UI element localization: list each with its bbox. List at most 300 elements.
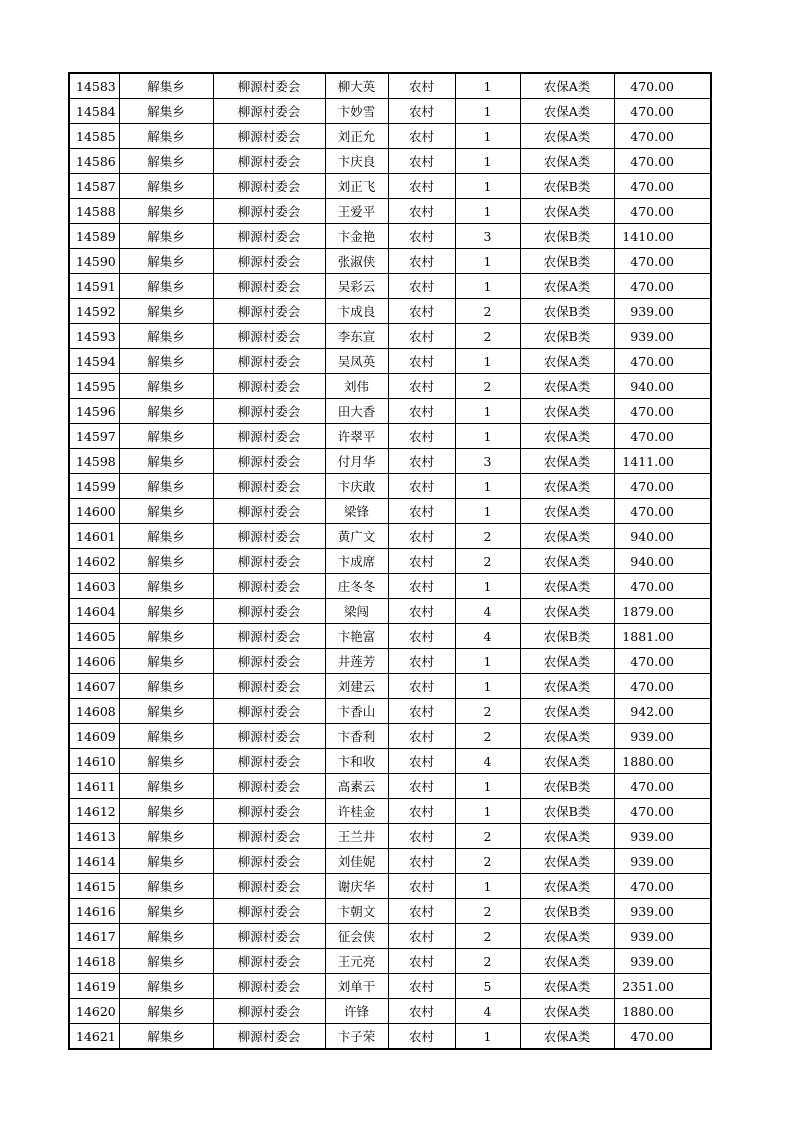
record-id-cell: 14613 (69, 824, 119, 849)
amount-cell: 1410.00 (614, 224, 711, 249)
household-count-cell: 1 (455, 73, 520, 99)
area-type-cell: 农村 (388, 874, 455, 899)
name-cell: 许翠平 (325, 424, 388, 449)
name-cell: 高素云 (325, 774, 388, 799)
name-cell: 吴彩云 (325, 274, 388, 299)
amount-cell: 1880.00 (614, 749, 711, 774)
amount-cell: 470.00 (614, 799, 711, 824)
area-type-cell: 农村 (388, 349, 455, 374)
insurance-category-cell: 农保A类 (520, 874, 614, 899)
township-cell: 解集乡 (119, 924, 213, 949)
table-row (69, 699, 711, 724)
name-cell: 李东宣 (325, 324, 388, 349)
amount-cell: 470.00 (614, 199, 711, 224)
record-id-cell: 14616 (69, 899, 119, 924)
insurance-category-cell: 农保A类 (520, 374, 614, 399)
name-cell: 卞香山 (325, 699, 388, 724)
household-count-cell: 1 (455, 124, 520, 149)
area-type-cell: 农村 (388, 524, 455, 549)
name-cell: 刘建云 (325, 674, 388, 699)
amount-cell: 470.00 (614, 499, 711, 524)
village-committee-cell: 柳源村委会 (213, 574, 325, 599)
name-cell: 征会侠 (325, 924, 388, 949)
township-cell: 解集乡 (119, 474, 213, 499)
household-count-cell: 1 (455, 399, 520, 424)
area-type-cell: 农村 (388, 174, 455, 199)
township-cell: 解集乡 (119, 624, 213, 649)
amount-cell: 940.00 (614, 374, 711, 399)
household-count-cell: 5 (455, 974, 520, 999)
name-cell: 许桂金 (325, 799, 388, 824)
table-row (69, 999, 711, 1024)
household-count-cell: 1 (455, 774, 520, 799)
amount-cell: 939.00 (614, 824, 711, 849)
area-type-cell: 农村 (388, 124, 455, 149)
amount-cell: 470.00 (614, 274, 711, 299)
village-committee-cell: 柳源村委会 (213, 599, 325, 624)
township-cell: 解集乡 (119, 224, 213, 249)
area-type-cell: 农村 (388, 424, 455, 449)
name-cell: 王爱平 (325, 199, 388, 224)
amount-cell: 470.00 (614, 124, 711, 149)
household-count-cell: 2 (455, 849, 520, 874)
name-cell: 卞子荣 (325, 1024, 388, 1050)
village-committee-cell: 柳源村委会 (213, 174, 325, 199)
table-row (69, 674, 711, 699)
household-count-cell: 1 (455, 1024, 520, 1050)
area-type-cell: 农村 (388, 799, 455, 824)
name-cell: 卞朝文 (325, 899, 388, 924)
insurance-category-cell: 农保B类 (520, 224, 614, 249)
table-row (69, 99, 711, 124)
name-cell: 卞艳富 (325, 624, 388, 649)
village-committee-cell: 柳源村委会 (213, 299, 325, 324)
amount-cell: 470.00 (614, 349, 711, 374)
amount-cell: 942.00 (614, 699, 711, 724)
amount-cell: 470.00 (614, 174, 711, 199)
area-type-cell: 农村 (388, 199, 455, 224)
name-cell: 刘伟 (325, 374, 388, 399)
record-id-cell: 14587 (69, 174, 119, 199)
household-count-cell: 2 (455, 724, 520, 749)
name-cell: 吴凤英 (325, 349, 388, 374)
table-row (69, 724, 711, 749)
township-cell: 解集乡 (119, 499, 213, 524)
amount-cell: 939.00 (614, 949, 711, 974)
village-committee-cell: 柳源村委会 (213, 999, 325, 1024)
area-type-cell: 农村 (388, 549, 455, 574)
record-id-cell: 14604 (69, 599, 119, 624)
area-type-cell: 农村 (388, 674, 455, 699)
township-cell: 解集乡 (119, 324, 213, 349)
area-type-cell: 农村 (388, 324, 455, 349)
amount-cell: 939.00 (614, 299, 711, 324)
name-cell: 卞成良 (325, 299, 388, 324)
insurance-category-cell: 农保B类 (520, 799, 614, 824)
record-id-cell: 14611 (69, 774, 119, 799)
area-type-cell: 农村 (388, 449, 455, 474)
village-committee-cell: 柳源村委会 (213, 124, 325, 149)
name-cell: 王元亮 (325, 949, 388, 974)
township-cell: 解集乡 (119, 699, 213, 724)
record-id-cell: 14618 (69, 949, 119, 974)
name-cell: 卞成席 (325, 549, 388, 574)
record-id-cell: 14586 (69, 149, 119, 174)
household-count-cell: 4 (455, 599, 520, 624)
table-row (69, 324, 711, 349)
amount-cell: 470.00 (614, 399, 711, 424)
household-count-cell: 1 (455, 674, 520, 699)
insurance-category-cell: 农保A类 (520, 99, 614, 124)
area-type-cell: 农村 (388, 974, 455, 999)
township-cell: 解集乡 (119, 549, 213, 574)
table-row (69, 174, 711, 199)
record-id-cell: 14600 (69, 499, 119, 524)
insurance-category-cell: 农保A类 (520, 149, 614, 174)
township-cell: 解集乡 (119, 974, 213, 999)
table-row (69, 399, 711, 424)
township-cell: 解集乡 (119, 99, 213, 124)
township-cell: 解集乡 (119, 849, 213, 874)
name-cell: 卞妙雪 (325, 99, 388, 124)
record-id-cell: 14584 (69, 99, 119, 124)
record-id-cell: 14620 (69, 999, 119, 1024)
table-row (69, 349, 711, 374)
household-count-cell: 1 (455, 424, 520, 449)
village-committee-cell: 柳源村委会 (213, 149, 325, 174)
township-cell: 解集乡 (119, 399, 213, 424)
amount-cell: 1880.00 (614, 999, 711, 1024)
household-count-cell: 4 (455, 749, 520, 774)
name-cell: 张淑侠 (325, 249, 388, 274)
village-committee-cell: 柳源村委会 (213, 774, 325, 799)
household-count-cell: 1 (455, 499, 520, 524)
name-cell: 刘单干 (325, 974, 388, 999)
amount-cell: 939.00 (614, 849, 711, 874)
amount-cell: 470.00 (614, 774, 711, 799)
village-committee-cell: 柳源村委会 (213, 549, 325, 574)
village-committee-cell: 柳源村委会 (213, 874, 325, 899)
record-id-cell: 14621 (69, 1024, 119, 1050)
record-id-cell: 14607 (69, 674, 119, 699)
amount-cell: 940.00 (614, 524, 711, 549)
household-count-cell: 2 (455, 324, 520, 349)
township-cell: 解集乡 (119, 124, 213, 149)
table-row (69, 224, 711, 249)
name-cell: 卞庆良 (325, 149, 388, 174)
record-id-cell: 14617 (69, 924, 119, 949)
village-committee-cell: 柳源村委会 (213, 649, 325, 674)
area-type-cell: 农村 (388, 899, 455, 924)
table-row (69, 299, 711, 324)
insurance-category-cell: 农保A类 (520, 699, 614, 724)
area-type-cell: 农村 (388, 749, 455, 774)
insurance-category-cell: 农保B类 (520, 174, 614, 199)
table-row (69, 874, 711, 899)
household-count-cell: 1 (455, 199, 520, 224)
record-id-cell: 14588 (69, 199, 119, 224)
village-committee-cell: 柳源村委会 (213, 249, 325, 274)
table-row (69, 649, 711, 674)
village-committee-cell: 柳源村委会 (213, 374, 325, 399)
amount-cell: 470.00 (614, 874, 711, 899)
insurance-category-cell: 农保B类 (520, 249, 614, 274)
area-type-cell: 农村 (388, 699, 455, 724)
insurance-category-cell: 农保A类 (520, 749, 614, 774)
township-cell: 解集乡 (119, 899, 213, 924)
area-type-cell: 农村 (388, 599, 455, 624)
village-committee-cell: 柳源村委会 (213, 624, 325, 649)
table-body (69, 73, 711, 1049)
record-id-cell: 14605 (69, 624, 119, 649)
table-row (69, 924, 711, 949)
table-row (69, 974, 711, 999)
table-row (69, 424, 711, 449)
household-count-cell: 1 (455, 474, 520, 499)
name-cell: 付月华 (325, 449, 388, 474)
area-type-cell: 农村 (388, 649, 455, 674)
record-id-cell: 14589 (69, 224, 119, 249)
amount-cell: 470.00 (614, 73, 711, 99)
village-committee-cell: 柳源村委会 (213, 949, 325, 974)
township-cell: 解集乡 (119, 149, 213, 174)
name-cell: 王兰井 (325, 824, 388, 849)
household-count-cell: 2 (455, 374, 520, 399)
table-row (69, 124, 711, 149)
township-cell: 解集乡 (119, 949, 213, 974)
amount-cell: 470.00 (614, 149, 711, 174)
table-row (69, 549, 711, 574)
amount-cell: 2351.00 (614, 974, 711, 999)
insurance-category-cell: 农保B类 (520, 899, 614, 924)
village-committee-cell: 柳源村委会 (213, 749, 325, 774)
insurance-category-cell: 农保A类 (520, 549, 614, 574)
village-committee-cell: 柳源村委会 (213, 899, 325, 924)
amount-cell: 1879.00 (614, 599, 711, 624)
record-id-cell: 14615 (69, 874, 119, 899)
township-cell: 解集乡 (119, 574, 213, 599)
record-id-cell: 14591 (69, 274, 119, 299)
insurance-category-cell: 农保B类 (520, 299, 614, 324)
township-cell: 解集乡 (119, 349, 213, 374)
township-cell: 解集乡 (119, 274, 213, 299)
amount-cell: 470.00 (614, 249, 711, 274)
insurance-category-cell: 农保A类 (520, 824, 614, 849)
village-committee-cell: 柳源村委会 (213, 349, 325, 374)
name-cell: 梁闯 (325, 599, 388, 624)
village-committee-cell: 柳源村委会 (213, 399, 325, 424)
record-id-cell: 14594 (69, 349, 119, 374)
township-cell: 解集乡 (119, 799, 213, 824)
table-row (69, 574, 711, 599)
table-row (69, 949, 711, 974)
table-row (69, 899, 711, 924)
table-row (69, 1024, 711, 1050)
household-count-cell: 1 (455, 99, 520, 124)
household-count-cell: 2 (455, 549, 520, 574)
record-id-cell: 14596 (69, 399, 119, 424)
name-cell: 黄广文 (325, 524, 388, 549)
table-row (69, 849, 711, 874)
table-row (69, 199, 711, 224)
insurance-category-cell: 农保A类 (520, 574, 614, 599)
name-cell: 田大香 (325, 399, 388, 424)
insurance-category-cell: 农保A类 (520, 724, 614, 749)
household-count-cell: 1 (455, 349, 520, 374)
village-committee-cell: 柳源村委会 (213, 699, 325, 724)
name-cell: 井莲芳 (325, 649, 388, 674)
record-id-cell: 14590 (69, 249, 119, 274)
insurance-category-cell: 农保A类 (520, 849, 614, 874)
name-cell: 刘正飞 (325, 174, 388, 199)
village-committee-cell: 柳源村委会 (213, 1024, 325, 1050)
township-cell: 解集乡 (119, 199, 213, 224)
area-type-cell: 农村 (388, 374, 455, 399)
record-id-cell: 14593 (69, 324, 119, 349)
township-cell: 解集乡 (119, 524, 213, 549)
household-count-cell: 1 (455, 149, 520, 174)
township-cell: 解集乡 (119, 674, 213, 699)
household-count-cell: 1 (455, 649, 520, 674)
household-count-cell: 2 (455, 949, 520, 974)
area-type-cell: 农村 (388, 249, 455, 274)
area-type-cell: 农村 (388, 73, 455, 99)
name-cell: 卞庆敢 (325, 474, 388, 499)
village-committee-cell: 柳源村委会 (213, 724, 325, 749)
township-cell: 解集乡 (119, 599, 213, 624)
name-cell: 卞香利 (325, 724, 388, 749)
amount-cell: 939.00 (614, 724, 711, 749)
area-type-cell: 农村 (388, 149, 455, 174)
insurance-category-cell: 农保A类 (520, 73, 614, 99)
table-row (69, 824, 711, 849)
village-committee-cell: 柳源村委会 (213, 274, 325, 299)
record-id-cell: 14609 (69, 724, 119, 749)
name-cell: 刘正允 (325, 124, 388, 149)
township-cell: 解集乡 (119, 73, 213, 99)
table-row (69, 73, 711, 99)
table-row (69, 374, 711, 399)
village-committee-cell: 柳源村委会 (213, 449, 325, 474)
household-count-cell: 4 (455, 999, 520, 1024)
amount-cell: 470.00 (614, 649, 711, 674)
table-row (69, 474, 711, 499)
area-type-cell: 农村 (388, 299, 455, 324)
village-committee-cell: 柳源村委会 (213, 524, 325, 549)
table-row (69, 599, 711, 624)
table-row (69, 524, 711, 549)
household-count-cell: 2 (455, 899, 520, 924)
township-cell: 解集乡 (119, 449, 213, 474)
township-cell: 解集乡 (119, 374, 213, 399)
record-id-cell: 14610 (69, 749, 119, 774)
record-id-cell: 14599 (69, 474, 119, 499)
household-count-cell: 1 (455, 174, 520, 199)
village-committee-cell: 柳源村委会 (213, 974, 325, 999)
area-type-cell: 农村 (388, 224, 455, 249)
township-cell: 解集乡 (119, 249, 213, 274)
village-committee-cell: 柳源村委会 (213, 824, 325, 849)
insurance-category-cell: 农保A类 (520, 449, 614, 474)
table-row (69, 774, 711, 799)
township-cell: 解集乡 (119, 174, 213, 199)
record-id-cell: 14592 (69, 299, 119, 324)
area-type-cell: 农村 (388, 924, 455, 949)
township-cell: 解集乡 (119, 299, 213, 324)
household-count-cell: 3 (455, 224, 520, 249)
village-committee-cell: 柳源村委会 (213, 924, 325, 949)
record-id-cell: 14583 (69, 73, 119, 99)
amount-cell: 470.00 (614, 574, 711, 599)
record-id-cell: 14597 (69, 424, 119, 449)
household-count-cell: 2 (455, 299, 520, 324)
insurance-category-cell: 农保A类 (520, 124, 614, 149)
insurance-category-cell: 农保A类 (520, 649, 614, 674)
township-cell: 解集乡 (119, 999, 213, 1024)
area-type-cell: 农村 (388, 624, 455, 649)
record-id-cell: 14601 (69, 524, 119, 549)
household-count-cell: 2 (455, 699, 520, 724)
insurance-category-cell: 农保A类 (520, 474, 614, 499)
household-count-cell: 1 (455, 574, 520, 599)
area-type-cell: 农村 (388, 849, 455, 874)
area-type-cell: 农村 (388, 399, 455, 424)
insurance-category-cell: 农保A类 (520, 199, 614, 224)
insurance-category-cell: 农保A类 (520, 949, 614, 974)
household-count-cell: 1 (455, 249, 520, 274)
area-type-cell: 农村 (388, 574, 455, 599)
amount-cell: 940.00 (614, 549, 711, 574)
household-count-cell: 1 (455, 274, 520, 299)
table-row (69, 274, 711, 299)
table-row (69, 249, 711, 274)
amount-cell: 939.00 (614, 924, 711, 949)
insurance-category-cell: 农保A类 (520, 524, 614, 549)
name-cell: 柳大英 (325, 73, 388, 99)
village-committee-cell: 柳源村委会 (213, 424, 325, 449)
insurance-category-cell: 农保A类 (520, 1024, 614, 1050)
household-count-cell: 1 (455, 799, 520, 824)
household-count-cell: 1 (455, 874, 520, 899)
record-id-cell: 14602 (69, 549, 119, 574)
amount-cell: 1411.00 (614, 449, 711, 474)
township-cell: 解集乡 (119, 1024, 213, 1050)
table-row (69, 499, 711, 524)
household-count-cell: 2 (455, 824, 520, 849)
amount-cell: 470.00 (614, 1024, 711, 1050)
record-id-cell: 14603 (69, 574, 119, 599)
area-type-cell: 农村 (388, 499, 455, 524)
village-committee-cell: 柳源村委会 (213, 73, 325, 99)
village-committee-cell: 柳源村委会 (213, 674, 325, 699)
name-cell: 刘佳妮 (325, 849, 388, 874)
area-type-cell: 农村 (388, 824, 455, 849)
township-cell: 解集乡 (119, 749, 213, 774)
township-cell: 解集乡 (119, 649, 213, 674)
township-cell: 解集乡 (119, 724, 213, 749)
name-cell: 庄冬冬 (325, 574, 388, 599)
insurance-category-cell: 农保A类 (520, 349, 614, 374)
record-id-cell: 14614 (69, 849, 119, 874)
village-committee-cell: 柳源村委会 (213, 324, 325, 349)
table-row (69, 749, 711, 774)
name-cell: 许锋 (325, 999, 388, 1024)
name-cell: 卞和收 (325, 749, 388, 774)
insurance-category-cell: 农保A类 (520, 499, 614, 524)
insurance-category-cell: 农保B类 (520, 624, 614, 649)
amount-cell: 470.00 (614, 424, 711, 449)
amount-cell: 470.00 (614, 99, 711, 124)
